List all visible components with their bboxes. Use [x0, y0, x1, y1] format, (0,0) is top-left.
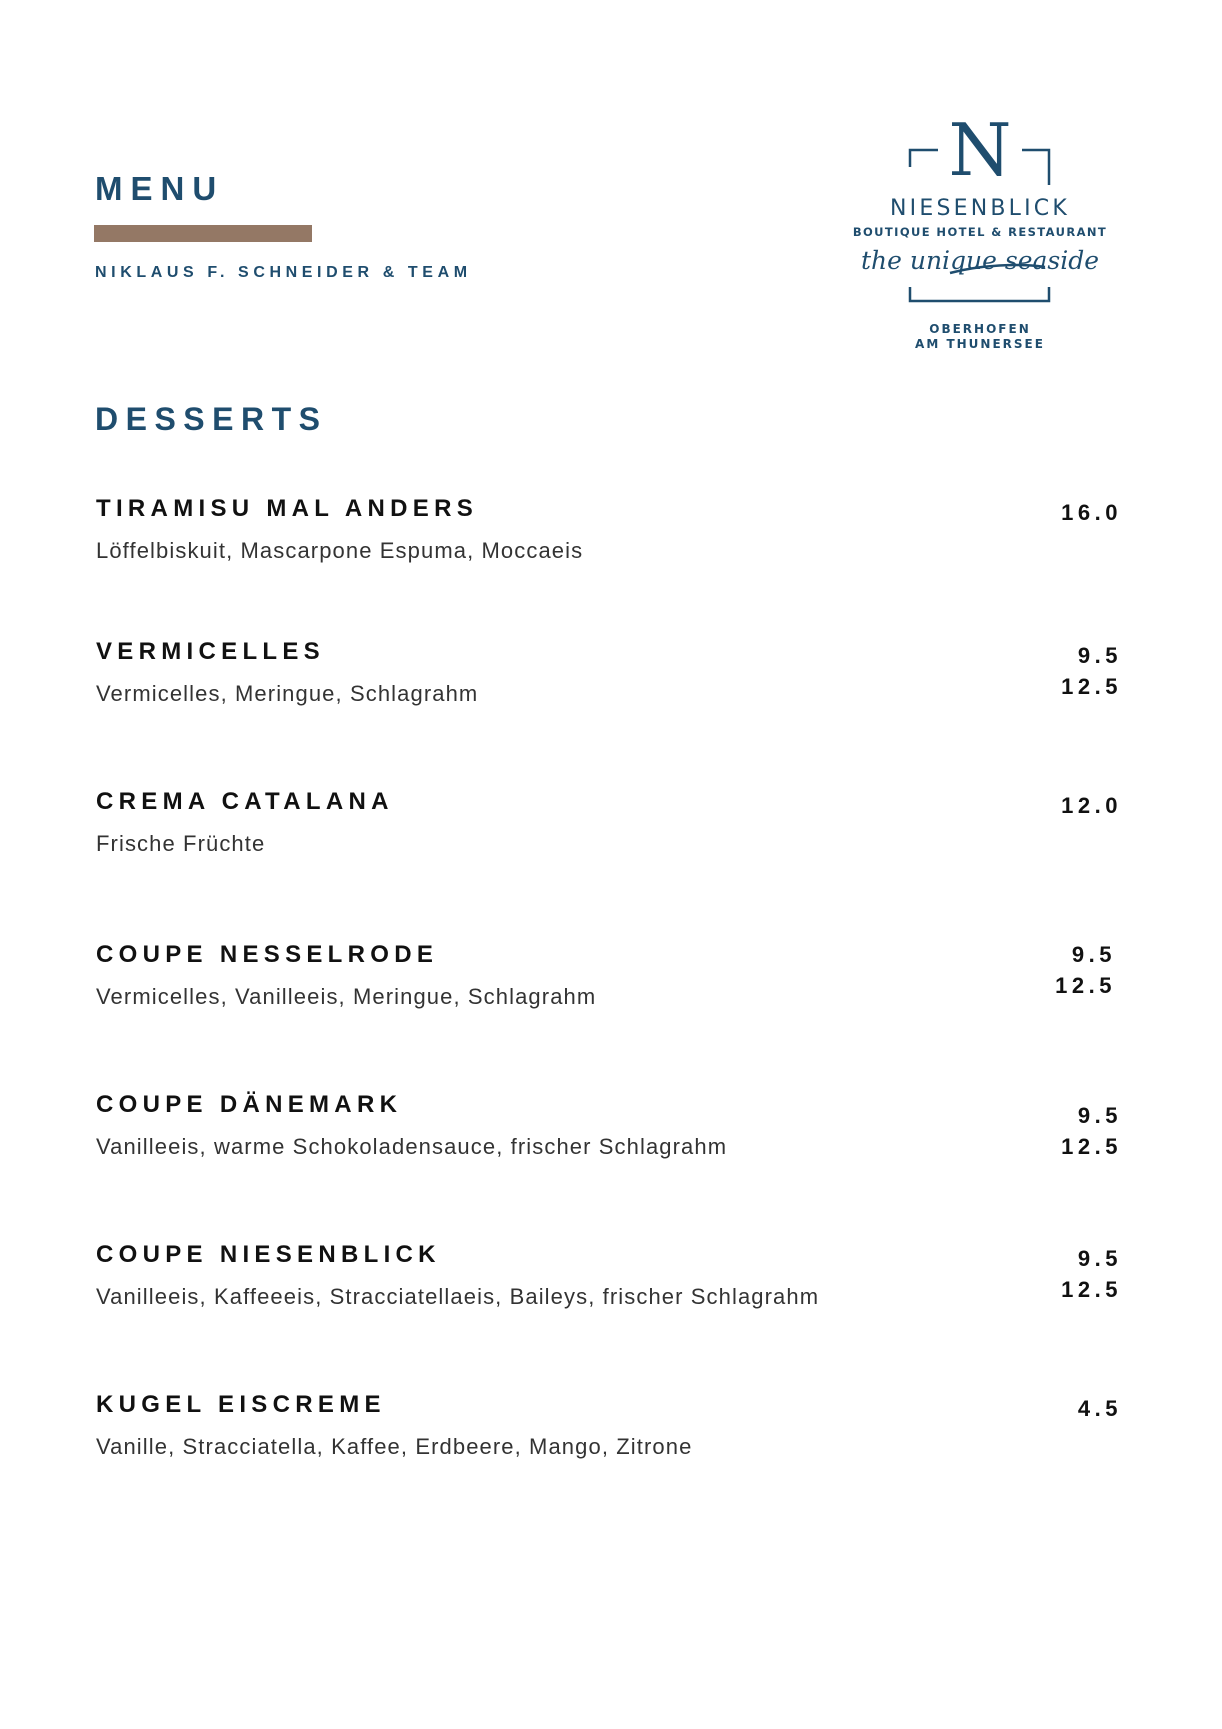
item-price-large: 12.5 [1061, 674, 1122, 699]
item-name: KUGEL EISCREME [96, 1391, 386, 1418]
item-description: Vanille, Stracciatella, Kaffee, Erdbeere, Mango, Zitrone [96, 1434, 693, 1459]
item-name: COUPE NIESENBLICK [96, 1241, 441, 1268]
item-prices [1055, 939, 1116, 1001]
item-description: Vermicelles, Vanilleeis, Meringue, Schlagrahm [96, 984, 597, 1009]
item-price-large: 12.5 [1061, 1277, 1122, 1302]
logo-location-line1: OBERHOFEN [929, 322, 1031, 336]
item-price: 4.5 [1077, 1396, 1122, 1421]
item-price: 16.0 [1061, 500, 1122, 525]
menu-title: MENU [95, 170, 225, 207]
item-name: CREMA CATALANA [96, 788, 394, 815]
logo-letter: N [948, 108, 1012, 192]
chef-credit: NIKLAUS F. SCHNEIDER & TEAM [95, 264, 472, 281]
item-name: TIRAMISU MAL ANDERS [96, 495, 479, 522]
item-description: Vermicelles, Meringue, Schlagrahm [96, 681, 479, 706]
item-price-small: 9.5 [1077, 643, 1122, 668]
logo-name: NIESENBLICK [890, 196, 1070, 221]
menu-title-underline-bar [94, 225, 312, 242]
item-prices [1061, 1100, 1122, 1162]
item-description: Vanilleeis, warme Schokoladensauce, frischer Schlagrahm [96, 1134, 728, 1159]
section-title-desserts: DESSERTS [95, 401, 328, 437]
item-name: VERMICELLES [96, 638, 325, 665]
niesenblick-logo [830, 105, 1130, 365]
item-price-large: 12.5 [1055, 973, 1116, 998]
item-price-small: 9.5 [1077, 1103, 1122, 1128]
item-price-small: 9.5 [1077, 1246, 1122, 1271]
item-price-small: 9.5 [1071, 942, 1116, 967]
item-description: Löffelbiskuit, Mascarpone Espuma, Moccaeis [96, 538, 584, 563]
logo-tagline: BOUTIQUE HOTEL & RESTAURANT [852, 225, 1108, 239]
logo-location-line2: AM THUNERSEE [915, 337, 1045, 351]
item-price-large: 12.5 [1061, 1134, 1122, 1159]
item-prices [1078, 1393, 1122, 1424]
item-prices [1061, 497, 1122, 528]
item-prices [1061, 1243, 1122, 1305]
item-description: Frische Früchte [96, 831, 266, 856]
logo-script: the unique seaside [860, 246, 1100, 275]
item-price: 12.0 [1061, 793, 1122, 818]
item-name: COUPE NESSELRODE [96, 941, 439, 968]
item-prices [1061, 640, 1122, 702]
item-description: Vanilleeis, Kaffeeeis, Stracciatellaeis, Baileys, frischer Schlagrahm [96, 1284, 820, 1309]
item-prices [1061, 790, 1122, 821]
item-name: COUPE DÄNEMARK [96, 1091, 403, 1118]
